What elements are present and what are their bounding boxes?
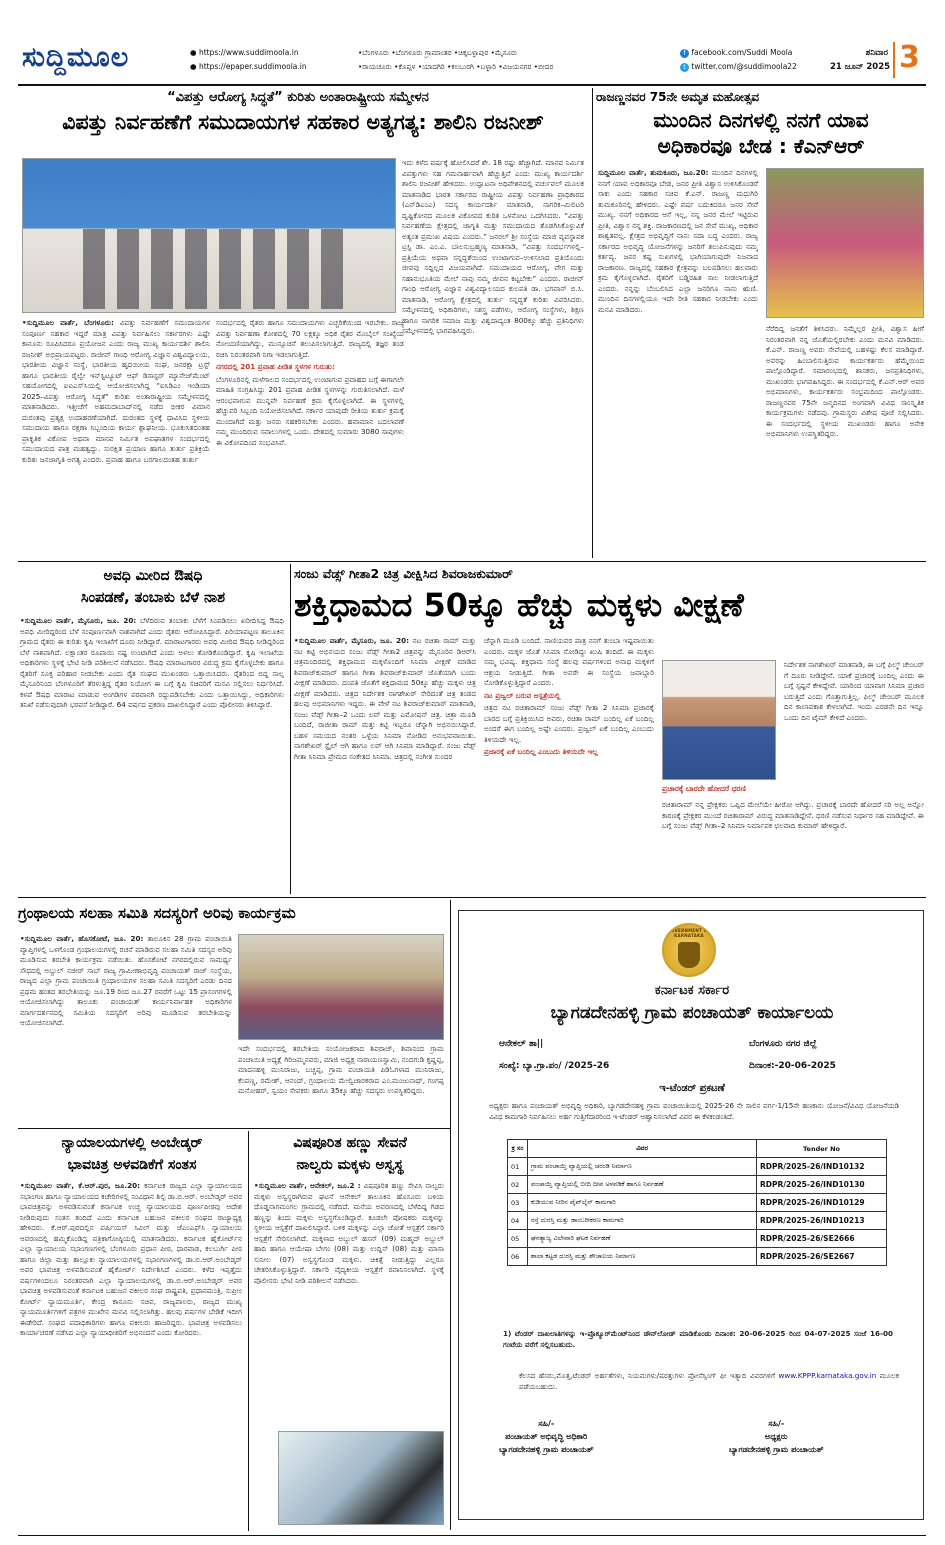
- edition-cities-row1: •ಬೆಂಗಳೂರು •ಬೆಂಗಳೂರು ಗ್ರಾಮಾಂತರ •ಚಿಕ್ಕಬಳ್ಳಾಪುರ •ಮೈಸೂರು: [358, 48, 518, 57]
- kicker: “ವಿಪತ್ತು ಆರೋಗ್ಯ ಸಿದ್ಧತೆ” ಕುರಿತು ಅಂತಾರಾಷ್ಟ್ರೀಯ ಸಮ್ಮೇಳನ: [167, 90, 429, 105]
- story-body: •ಸುದ್ದಿಮೂಲ ವಾರ್ತೆ, ಮೈಸೂರು, ಜೂ. 20: ಬೆಳೆದಿರುವ ತಂಬಾಕು ಬೆಳೆಗೆ ಸಿಂಪಡಿಸಲು ಖರೀದಿಸಿದ್ದ ಔಷಧಿ ಅವಧಿ ಮೀರಿದ್ದರಿಂದ ಬೆಳೆ ಸಂಪೂರ್ಣವಾಗಿ ನಾಶವಾಗಿದೆ ಎಂದು ರೈತರು ಆರೋಪಿಸಿದ್ದಾರೆ. ಪಿರಿಯಾಪಟ್ಟಣ ತಾಲೂಕಿನ ಗ್ರಾಮದ ರೈತರು ಈ ಕುರಿತು ಕೃಷಿ ಇಲಾಖೆಗೆ ದೂರು ನೀಡಿದ್ದಾರೆ. ಮಾರಾಟಗಾರರು ಅವಧಿ ಮೀರಿದ ಔಷಧಿ ನೀಡಿದ್ದರಿಂದ ಬೆಳೆ ನಾಶವಾಗಿದೆ. ಲಕ್ಷಾಂತರ ರೂಪಾಯಿ ನಷ್ಟ ಉಂಟಾಗಿದೆ ಎಂದು ಅಳಲು ತೋಡಿಕೊಂಡಿದ್ದಾರೆ. ಕೃಷಿ ಇಲಾಖೆಯ ಅಧಿಕಾರಿಗಳು ಸ್ಥಳಕ್ಕೆ ಭೇಟಿ ನೀಡಿ ಪರಿಶೀಲನೆ ನಡೆಸಿದರು. ಔಷಧಿ ಮಾರಾಟಗಾರರ ವಿರುದ್ಧ ಕ್ರಮ ಕೈಗೊಳ್ಳಬೇಕು ಹಾಗೂ ರೈತರಿಗೆ ಸೂಕ್ತ ಪರಿಹಾರ ನೀಡಬೇಕು ಎಂದು ರೈತ ಸಂಘದ ಮುಖಂಡರು ಒತ್ತಾಯಿಸಿದರು. ರೈತರಿಂದ ಬಿದ್ದ ಸಾಲ್ಪ ಮೈಸೂರಿನಿಂದ ಬೆಂಗಳೂರಿಗೆ ತೆರಳುತ್ತಿದ್ದ ರೈತರ ನಿಯೋಗ ಈ ಬಗ್ಗೆ ಕೃಷಿ ಸಚಿವರಿಗೆ ಮನವಿ ಸಲ್ಲಿಸಲು ನಿರ್ಧರಿಸಿದೆ. ಕಳಪೆ ಔಷಧಿ ಮಾರಾಟ ಮಾಡುವ ಅಂಗಡಿಗಳ ಪರವಾನಗಿ ರದ್ದುಪಡಿಸಬೇಕು ಎಂದು ಒತ್ತಾಯಿಸಿದ್ದು, ಅಧಿಕಾರಿಗಳು ತನಿಖೆ ನಡೆಸುವುದಾಗಿ ಭರವಸೆ ನೀಡಿದ್ದಾರೆ. 64 ವರ್ಷದ ಪ್ರಕರಣ ದಾಖಲಿಸಿದ್ದಾರೆ ಎಂದು ಪೊಲೀಸರು ತಿಳಿಸಿದ್ದಾರೆ.: [20, 616, 284, 709]
- table-row: 04 ರಸ್ತೆ ದುರಸ್ತಿ ಮತ್ತು ಡಾಂಬರೀಕರಣ ಕಾಮಗಾರಿ RDPR/2025-26/IND10213: [508, 1212, 887, 1230]
- story-body: •ಸುದ್ದಿಮೂಲ ವಾರ್ತೆ, ಆನೇಕಲ್, ಜೂ.2 : ವಿಷಪೂರಿತ ಹಣ್ಣು ಸೇವಿಸಿ ನಾಲ್ವರು ಮಕ್ಕಳು ಅಸ್ವಸ್ಥರಾಗಿರುವ ಘಟನೆ ಆನೇಕಲ್ ತಾಲೂಕಿನ ಹೊಸೂರು ಬಳಿಯ ದೊಡ್ಡನಾಗಮಂಗಲ ಗ್ರಾಮದಲ್ಲಿ ನಡೆದಿದೆ. ಮನೆಯ ಅವರಣದಲ್ಲಿ ಬೆಳೆದಿದ್ದ ಗಿಡದ ಹಣ್ಣನ್ನು ತಿಂದು ಮಕ್ಕಳು ಅಸ್ವಸ್ಥಗೊಂಡಿದ್ದಾರೆ. ಕೂಡಲೇ ಪೋಷಕರು ಮಕ್ಕಳನ್ನು ಸ್ಥಳೀಯ ಆಸ್ಪತ್ರೆಗೆ ದಾಖಲಿಸಿದ್ದಾರೆ. ಬಳಿಕ ಮಕ್ಕಳನ್ನು ಎಲ್ಲಾ ಜೋತೆ ಆಸ್ಪತ್ರೆಗೆ ಸರ್ಕಾರಿ ಆಸ್ಪತ್ರೆಗೆ ಸೇರಿಸಲಾಗಿದೆ. ಮಕ್ಕಳಾದ ಅಬ್ದುಲ್ ಹಸನ್ (09) ಮಹ್ಮದ್ ಅಬ್ದುಲ್ ಹಾದಿ ಹಾಗೂ ಆಯೇಷಾ ಬೇಗಂ (08) ಮತ್ತು ಉದ್ದಿನ್ (08) ಮತ್ತು ಮಾಸಾ ಸುನೀಲ (07) ಅಸ್ವಸ್ಥಗೊಂಡ ಮಕ್ಕಳು. ಚಿಕಿತ್ಸೆ ನೀಡುತ್ತಿದ್ದು ಎಲ್ಲರೂ ಚೇತರಿಸಿಕೊಳ್ಳುತ್ತಿದ್ದಾರೆ. ಸರ್ಕಾರಿ ವೈದ್ಯಕೀಯ ಆಸ್ಪತ್ರೆಗೆ ರವಾನಿಸಲಾಗಿದೆ. ಸ್ಥಳಕ್ಕೆ ಪೊಲೀಸರು ಭೇಟಿ ನೀಡಿ ಪರಿಶೀಲನೆ ನಡೆಸಿದರು.: [254, 1181, 444, 1285]
- facebook-link[interactable]: f facebook.com/Suddi Moola: [680, 46, 797, 60]
- photo-caption: ಪ್ರಚಾರಕ್ಕೆ ಬಾರದೇ ಹೋದರೆ ಧರಣಿ: [662, 784, 746, 793]
- page-number: 3: [899, 40, 920, 75]
- headline-line2: ಅಧಿಕಾರವೂ ಬೇಡ : ಕೆಎನ್‌ಆರ್: [657, 134, 865, 158]
- col-header-tender: Tender No: [757, 1140, 887, 1158]
- headline-line2: ಸಿಂಪಡಣೆ, ತಂಬಾಕು ಬೆಳೆ ನಾಶ: [80, 590, 226, 606]
- twitter-icon: t: [680, 63, 689, 72]
- facebook-icon: f: [680, 49, 689, 58]
- signature-right: ಸಹಿ/- ಅಧ್ಯಕ್ಷರು ಬ್ಯಾಗಡದೇನಹಳ್ಳಿ ಗ್ರಾಮ ಪಂಚಾಯತ್: [729, 1419, 824, 1454]
- story-body-col3: ಇದು ಕಳೆದ ವರ್ಷಕ್ಕೆ ಹೋಲಿಸಿದರೆ ಶೇ. 18 ರಷ್ಟು ಹೆಚ್ಚಾಗಿದೆ. ಮಾನವ ನಿರ್ಮಿತ ವಿಪತ್ತುಗಳು ಸಹ ಗಮನಾರ್ಹವಾಗಿ ಹೆಚ್ಚುತ್ತಿವೆ ಎಂದು ಮುಖ್ಯ ಕಾರ್ಯದರ್ಶಿ ಶಾಲಿನಿ ರಜನೀಶ್ ಹೇಳಿದರು. ಉದ್ಘಾಟನಾ ಅಧಿವೇಶನದಲ್ಲಿ ವರ್ಚುವಲ್ ಮೂಲಕ ಮಾತನಾಡಿದ ಭಾರತ ಸರ್ಕಾರದ ರಾಷ್ಟ್ರೀಯ ವಿಪತ್ತು ನಿರ್ವಹಣಾ ಪ್ರಾಧಿಕಾರದ (ಎನ್‌ಡಿಎಂಎ) ಸದಸ್ಯ ಕಾರ್ಯದರ್ಶಿ ಮಾತನಾಡಿ, ನಾಗರಿಕ–ಮಿಲಿಟರಿ ದೃಷ್ಟಿಕೋನದ ಮೂಲಕ ವಿಕೋಪದ ಕುರಿತ ಒಳನೋಟ ಒದಗಿಸಿದರು. “ವಿಪತ್ತು ನಿರ್ವಹಣೆಯ ಕ್ಷೇತ್ರದಲ್ಲಿ ಜಾಗೃತಿ ಮತ್ತು ಸಮುದಾಯದ ತೊಡಗಿಸಿಕೊಳ್ಳುವಿಕೆ ಅತ್ಯಂತ ಪ್ರಮುಖ ವಿಷಯ ಎಂದರು.” ಜನರಲ್ ಶ್ರೀ ಸಂಸ್ಥೆಯ ಮಾಜಿ ವ್ಯವಸ್ಥಾಪಕ ಟ್ರಸ್ಟಿ ಡಾ. ಎಂ.ಎ. ಬಾಲಸುಬ್ರಹ್ಮಣ್ಯ ಮಾತನಾಡಿ, “ವಿಪತ್ತು ಸಂದರ್ಭಗಳಲ್ಲಿ–ಪ್ರತ್ರಿಯೆಯ ಅಥವಾ ಸನ್ನದ್ಧತೆಯಿಂದ ಉಂಟಾಗುವ–ಉಳಿಸಲಾದ ಪ್ರತಿಯೊಂದು ಜೀವವು ಸದ್ದಿಲ್ಲದ ವಿಜಯವಾಗಿದೆ. ಸಮುದಾಯದ ಆರೋಗ್ಯ, ವೇಗ ಮತ್ತು ಸಹಾನುಭೂತಿಯ ಮೇಲೆ ನಾವು ನಮ್ಮ ಜೀವನ ಕಟ್ಟಬೇಕು” ಎಂದರು. ರಾಜೀವ್ ಗಾಂಧಿ ಆರೋಗ್ಯ ವಿಜ್ಞಾನ ವಿಶ್ವವಿದ್ಯಾಲಯದ ಕುಲಪತಿ ಡಾ. ಭಗವಾನ್ ಬಿ.ಸಿ. ಮಾತನಾಡಿ, ಆರೋಗ್ಯ ಕ್ಷೇತ್ರದಲ್ಲಿ ತುರ್ತು ಸನ್ನದ್ಧತೆ ಕುರಿತು ವಿವರಿಸಿದರು. ಸಮ್ಮೇಳನದಲ್ಲಿ ಅಧಿಕಾರಿಗಳು, ಸಶಸ್ತ್ರ ಪಡೆಗಳು, ಆರೋಗ್ಯ ಸಂಸ್ಥೆಗಳು, ಶಿಕ್ಷಣ ಹಾಗೂ ನಾಗರಿಕ ಸಮಾಜ ಮತ್ತು ವಿಶ್ವದಾದ್ಯಂತ 800ಕ್ಕೂ ಹೆಚ್ಚು ಪ್ರತಿನಿಧಿಗಳು ಸಮ್ಮೇಳನದಲ್ಲಿ ಭಾಗವಹಿಸಿದ್ದರು.: [402, 158, 584, 335]
- headline-line2: ಭಾವಚಿತ್ರ ಅಳವಡಿಕೆಗೆ ಸಂತಸ: [67, 1157, 197, 1173]
- notice-ref: ಸಂಖ್ಯೆ: ಬ್ಯಾ.ಗ್ರಾ.ಪಂ/ /2025-26: [499, 1061, 610, 1071]
- table-row: 05 ಘನತ್ಯಾಜ್ಯ ವಿಲೇವಾರಿ ಘಟಕ ನಿರ್ವಹಣೆ RDPR/2025-26/SE2666: [508, 1230, 887, 1248]
- kicker: ರಾಜಣ್ಣನವರ 75ನೇ ಅಮೃತ ಮಹೋತ್ಸವ: [596, 90, 760, 104]
- story-body-col3: ನಿರ್ದೇಶಕ ನಾಗಶೇಖರ್ ಮಾತನಾಡಿ, ಈ ಬಗ್ಗೆ ಫಿಲ್ಮ್ ಚೇಂಬರ್ ಗೆ ದೂರು ನೀಡಿದ್ದೇನೆ. ಯಾಕೆ ಪ್ರಚಾರಕ್ಕೆ ಬಂದಿಲ್ಲ ಎಂದು ಈ ಬಗ್ಗೆ ಸ್ಪಷ್ಟನೆ ಕೇಳಿದ್ದೇವೆ. ಯಾರಿಂದ ಯಾವಾಗ ಸಿನಿಮಾ ಪ್ರಚಾರ ಬರುತ್ತಿದೆ ಎಂದು ಗೊತ್ತಾಗುತ್ತಿಲ್ಲ. ಫಿಲ್ಮ್ ಚೇಂಬರ್ ಮೂಲಕ ದಿನ ಕಾಲಾವಕಾಶ ಕೇಳಲಾಗಿದೆ. ಇಂದು ಎರಡನೇ ದಿನ ಇನ್ನೂ ಒಂದು ದಿನ ಟೈಮ್ ಕೇಳಿದೆ ಎಂದರು.: [784, 660, 924, 722]
- masthead-logo[interactable]: ಸುದ್ದಿಮೂಲ: [22, 42, 130, 73]
- story-body-col1: ಸುದ್ದಿಮೂಲ ವಾರ್ತೆ, ತುಮಕೂರು, ಜೂ.20: ಮುಂದಿನ ದಿನಗಳಲ್ಲಿ ನನಗೆ ಯಾವ ಅಧಿಕಾರವೂ ಬೇಡ, ಜನರ ಪ್ರೀತಿ ವಿಶ್ವಾಸ ಉಳಿಸಿಕೊಂಡರೆ ಸಾಕು ಎಂದು ಸಹಕಾರ ಸಚಿವ ಕೆ.ಎನ್. ರಾಜಣ್ಣ ಮಧುಗಿರಿ ತುಮಕೂರಿನಲ್ಲಿ ಹೇಳಿದರು. ಎಷ್ಟೇ ವರ್ಷ ಬದುಕಿದರೂ ಜನರ ಸೇವೆ ಮುಖ್ಯ. ನನಗೆ ಅಧಿಕಾರದ ಆಸೆ ಇಲ್ಲ, ನನ್ನ ಜನರ ಮೇಲೆ ಇಟ್ಟಿರುವ ಪ್ರೀತಿ, ವಿಶ್ವಾಸ ನನ್ನ ಶಕ್ತಿ. ರಾಜಕಾರಣದಲ್ಲಿ ಜನ ಸೇವೆ ಮುಖ್ಯ, ಅಧಿಕಾರ ಶಾಶ್ವತವಲ್ಲ. ಕ್ಷೇತ್ರದ ಅಭಿವೃದ್ಧಿಗೆ ನಾನು ಸದಾ ಬದ್ಧ ಎಂದರು. ರಾಜ್ಯ ಸರ್ಕಾರದ ಅಭಿವೃದ್ಧಿ ಯೋಜನೆಗಳನ್ನು ಜನರಿಗೆ ತಲುಪಿಸುವುದು ನಮ್ಮ ಕರ್ತವ್ಯ. ಜನರ ಕಷ್ಟ ಸುಖಗಳಲ್ಲಿ ಭಾಗಿಯಾಗುವುದೇ ನಿಜವಾದ ರಾಜಕಾರಣ. ರಾಜ್ಯದಲ್ಲಿ ಸಹಕಾರ ಕ್ಷೇತ್ರವನ್ನು ಬಲಪಡಿಸಲು ಹಲವಾರು ಕ್ರಮ ಕೈಗೊಳ್ಳಲಾಗಿದೆ. ರೈತರಿಗೆ ಬಡ್ಡಿರಹಿತ ಸಾಲ ನೀಡಲಾಗುತ್ತಿದೆ ಎಂದರು. ನನ್ನನ್ನು ಬೆಂಬಲಿಸಿದ ಎಲ್ಲಾ ಜನರಿಗೂ ನಾನು ಋಣಿ. ಮುಂದಿನ ದಿನಗಳಲ್ಲಿಯೂ ಇದೇ ರೀತಿ ಸಹಕಾರ ನೀಡಬೇಕು ಎಂದು ಮನವಿ ಮಾಡಿದರು.: [598, 168, 758, 314]
- twitter-link[interactable]: t twitter.com/@suddimoola22: [680, 60, 797, 74]
- headline: ವಿಪತ್ತು ನಿರ್ವಹಣೆಗೆ ಸಮುದಾಯಗಳ ಸಹಕಾರ ಅತ್ಯಗತ್ಯ: ಶಾಲಿನಿ ರಜನೀಶ್: [62, 110, 544, 134]
- story-body-col1: •ಸುದ್ದಿಮೂಲ ವಾರ್ತೆ, ಮೈಸೂರು, ಜೂ. 20: ನಟ ರಚಿತಾ ರಾಮ್ ಮತ್ತು ನಟ ಕಿಟ್ಟಿ ಅಭಿನಯದ ಸಂಜು ವೆಡ್ಸ್ ಗೀತಾ2 ಚಿತ್ರವನ್ನು ಮೈಸೂರಿನ ಡಿಆರ್‌ಸಿ ಚಿತ್ರಮಂದಿರದಲ್ಲಿ ಶಕ್ತಿಧಾಮದ ಮಕ್ಕಳೊಂದಿಗೆ ಸಿನಿಮಾ ವೀಕ್ಷಣೆ ಮಾಡಿದ ಶಿವರಾಜ್‌ಕುಮಾರ್ ಹಾಗೂ ಗೀತಾ ಶಿವರಾಜ್‌ಕುಮಾರ್ ಜೊತೆಯಾಗಿ ಬಂದು ವೀಕ್ಷಣೆ ಮಾಡಿದರು. ದಂಪತಿ ಜೊತೆಗೆ ಶಕ್ತಿಧಾಮದ 50ಕ್ಕೂ ಹೆಚ್ಚು ಮಕ್ಕಳು ಚಿತ್ರ ವೀಕ್ಷಣೆ ಮಾಡಿದರು. ಚಿತ್ರದ ನಿರ್ದೇಶಕ ನಾಗಶೇಖರ್ ಸೇರಿದಂತೆ ಚಿತ್ರ ತಂಡದ ಹಲವು ಅಭಿಮಾನಿಗಳು ಇದ್ದರು. ಈ ವೇಳೆ ನಟ ಶಿವರಾಜ್‌ಕುಮಾರ್ ಮಾತನಾಡಿ, ಸಂಜು ವೆಡ್ಸ್ ಗೀತಾ–2 ಒಂದು ಲವ್ ಮತ್ತು ಎಮೋಷನ್ ಚಿತ್ರ. ಚಿತ್ರಾ ಮೂಡಿ ಬಂದಿದೆ, ರಾಜೀತಾ ರಾಮ್ ಮತ್ತು ಕಿಟ್ಟಿ ಇಬ್ಬರೂ ಚೆನ್ನಾಗಿ ಅಭಿನಯಿಸಿದ್ದಾರೆ. ಬಹಳ ಸಮಯದ ನಂತರ ಒಳ್ಳೆಯ ಸಿನಿಮಾ ನೋಡಿದ ಅನುಭವವಾಯಿತು. ನಾಗಶೇಖರ್ ಸ್ಟೈಲ್ ಆಗಿ ಹಾಗೂ ಲವ್ ಆಗಿ ಸಿನಿಮಾ ಮಾಡಿದ್ದಾರೆ. ಸಂಜು ವೆಡ್ಸ್ ಗೀತಾ ಸಿನಿಮಾ ಪ್ರೇಮದ ಸಂಕೇತದ ಸಿನಿಮಾ. ಚಿತ್ರದಲ್ಲಿ ಸಂಗೀತ ಸುಂದರ: [294, 636, 476, 761]
- headline-line2: ನಾಲ್ವರು ಮಕ್ಕಳು ಅಸ್ವಸ್ಥ: [296, 1157, 404, 1173]
- col-header-no: ಕ್ರ ಸಂ: [508, 1140, 528, 1158]
- notice-note2: ಕೆಲಸದ ಹೆಸರು,ಮೊತ್ತ,ಟೆಂಡರ್ ಅರ್ಹತೆಗಳು, ನಿಯಮಗಳು/ಷರತ್ತುಗಳು ಪ್ರೋಸೆಸ್ಸಿಂಗ್ ಫೀ ಇತ್ಯಾದಿ ವಿವರಗಳಿಗೆ www.KPPP.karnataka.gov.in ಮೂಲಕ ಪಡೆಯಬಹುದು.: [519, 1371, 899, 1391]
- notice-intro: ಅಧ್ಯಕ್ಷರು ಹಾಗೂ ಪಂಚಾಯತ್ ಅಭಿವೃದ್ಧಿ ಅಧಿಕಾರಿ, ಬ್ಯಾಗಡದೇನಹಳ್ಳಿ ಗ್ರಾಮ ಪಂಚಾಯಿತಿಯಲ್ಲಿ 2025-26 ನೇ ಸಾಲಿನ ವರ್ಗ-1/15ನೇ ಹಣಕಾಸು ಯೋಜನೆ/ವಿವಿಧ ಯೋಜನೆಯಡಿ ವಿವಿಧ ಕಾಮಗಾರಿ ನಿರ್ವಹಿಸಲು ಅರ್ಹ ಗುತ್ತಿಗೆದಾರರಿಂದ ಇ-ಟೆಂಡರ್ ಆಹ್ವಾನಿಸಲಾಗಿದೆ ವಿವರ ಈ ಕೆಳಕಂಡಂತಿದೆ.: [489, 1102, 899, 1121]
- issue-day: ಶನಿವಾರ: [865, 48, 888, 58]
- conference-photo: [22, 158, 396, 313]
- kppp-link[interactable]: www.KPPP.karnataka.gov.in: [778, 1371, 877, 1380]
- story-tobacco-crop: [18, 564, 288, 894]
- table-row: 01 ಗ್ರಾಮ ಪಂಚಾಯ್ತಿ ವ್ಯಾಪ್ತಿಯಲ್ಲಿ ಚರಂಡಿ ನಿರ್ಮಾಣ RDPR/2025-26/IND10132: [508, 1158, 887, 1176]
- epaper-link[interactable]: ● https://epaper.suddimoola.in: [190, 62, 307, 71]
- notice-note1: 1) ಟೆಂಡರ್ ದಾಖಲಾತಿಗಳನ್ನು ಇ-ಪ್ರೊಕ್ಯೂರ್‌ಮೆಂಟ್‌ನಿಂದ ಡೌನ್‌ಲೋಡ್ ಮಾಡಿಕೊಂಡು ದಿನಾಂಕ: 20-06-2025 ರಿಂದ 04-07-2025 ಸಂಜೆ 16-00 ಗಂಟೆಯ ವರೆಗೆ ಸಲ್ಲಿಸಬಹುದು.: [503, 1329, 893, 1349]
- story-body-col2: ಚೆನ್ನಾಗಿ ಮೂಡಿ ಬಂದಿದೆ. ನಾಣಿಯವರ ಪಾತ್ರ ನನಗೆ ತುಂಬಾ ಇಷ್ಟವಾಯಿತು ಎಂದರು. ಮಕ್ಕಳ ಜೊತೆ ಸಿನಿಮಾ ನೋಡಿದ್ದು ಖುಷಿ ತಂದಿದೆ. ಈ ಮಕ್ಕಳು ನಮ್ಮ ಭವಿಷ್ಯ. ಶಕ್ತಿಧಾಮ ಸಂಸ್ಥೆ ಹಲವು ವರ್ಷಗಳಿಂದ ಅನಾಥ ಮಕ್ಕಳಿಗೆ ಆಶ್ರಯ ನೀಡುತ್ತಿದೆ. ಗೀತಾ ಅವರೇ ಈ ಸಂಸ್ಥೆಯ ಜವಾಬ್ದಾರಿ ನೋಡಿಕೊಳ್ಳುತ್ತಿದ್ದಾರೆ ಎಂದರು. ನಟ ಪ್ರಜ್ವಲ್ ಬರುವ ಆಸ್ಪತ್ರೆಯಲ್ಲಿ ಚಿತ್ರದ ನಟ ರಚಿತಾರಾಮ್ ಸಂಜು ವೆಡ್ಸ್ ಗೀತಾ 2 ಸಿನಿಮಾ ಪ್ರಚಾರಕ್ಕೆ ಬಾರದ ಬಗ್ಗೆ ಪ್ರತಿಕ್ರಿಯಿಸಿದ ಅವರು, ರಚಿತಾ ರಾಮ್ ಬಂದಿಲ್ಲ ಏಕೆ ಬಂದಿಲ್ಲ ಅಂದರೆ ಈಗ ಬಂದಿಲ್ಲ ಅಷ್ಟೇ ಎಂದರು. ಪ್ರಜ್ವಲ್ ಏಕೆ ಬಂದಿಲ್ಲ ಎಂಬುದು ತಿಳಿಯದೇ ಇಲ್ಲ. ಪ್ರಜಾರಕ್ಕೆ ಏಕೆ ಬಂದಿಲ್ಲ ಎಂಬುದು ತಿಳಿಯದೇ ಇಲ್ಲ: [484, 636, 654, 756]
- celebration-photo: [766, 168, 924, 318]
- notice-taluk: ಆನೇಕಲ್ ತಾ||: [499, 1039, 544, 1049]
- notice-office: ಬ್ಯಾಗಡದೇನಹಳ್ಳಿ ಗ್ರಾಮ ಪಂಚಾಯತ್ ಕಾರ್ಯಾಲಯ: [550, 1003, 834, 1023]
- website-link[interactable]: ● https://www.suddimoola.in: [190, 48, 299, 57]
- story-body-col2: ನೆರೆದಿದ್ದ ಜನತೆಗೆ ತಿಳಿಸಿದರು. ನಿಮ್ಮೆಲ್ಲರ ಪ್ರೀತಿ, ವಿಶ್ವಾಸ ಹೀಗೆ ನಿರಂತರವಾಗಿ ನನ್ನ ಜೊತೆಯಲ್ಲಿರಬೇಕು ಎಂದು ಮನವಿ ಮಾಡಿದರು. ಕೆ.ಎನ್. ರಾಜಣ್ಣ ಅವರು ಸೇವೆಯಲ್ಲಿ ಬಹಳಷ್ಟು ಕೆಲಸ ಮಾಡಿದ್ದಾರೆ. ಅವರನ್ನು ಹಿಂಬಾಲಿಸುತ್ತಿರುವ ಕಾರ್ಯಕರ್ತರು ಹೆಮ್ಮೆಯಿಂದ ಪಾಲ್ಗೊಂಡಿದ್ದಾರೆ. ಸಮಾರಂಭದಲ್ಲಿ ಶಾಸಕರು, ಜನಪ್ರತಿನಿಧಿಗಳು, ಮುಖಂಡರು ಭಾಗವಹಿಸಿದ್ದರು. ಈ ಸಂದರ್ಭದಲ್ಲಿ ಕೆ.ಎನ್.ಆರ್ ಅವರ ಅಭಿಮಾನಿಗಳು, ಕಾರ್ಯಕರ್ತರು ಸಂಭ್ರಮದಿಂದ ಪಾಲ್ಗೊಂಡರು. ರಾಜಣ್ಣನವರ 75ನೇ ಜನ್ಮದಿನದ ಅಂಗವಾಗಿ ವಿವಿಧ ಸಾಂಸ್ಕೃತಿಕ ಕಾರ್ಯಕ್ರಮಗಳು ನಡೆದವು. ಗ್ರಾಮಸ್ಥರು ವಿಶೇಷ ಪೂಜೆ ಸಲ್ಲಿಸಿದರು. ಈ ಸಂದರ್ಭದಲ್ಲಿ ಸ್ಥಳೀಯ ಮುಖಂಡರು ಹಾಗೂ ಅನೇಕ ಅಭಿಮಾನಿಗಳು ಉಪಸ್ಥಿತರಿದ್ದರು.: [766, 324, 924, 438]
- table-row: 06 ಶಾಲಾ ಕಟ್ಟಡ ದುರಸ್ತಿ ಮತ್ತು ಶೌಚಾಲಯ ನಿರ್ಮಾಣ RDPR/2025-26/SE2667: [508, 1248, 887, 1266]
- kicker: ಸಂಜು ವೆಡ್ಸ್ ಗೀತಾ2 ಚಿತ್ರ ವೀಕ್ಷಿಸಿದ ಶಿವರಾಜಕುಮಾರ್: [294, 566, 513, 581]
- library-training-photo: [238, 934, 444, 1040]
- story-library-committee: [18, 900, 448, 1125]
- hospital-photo: [278, 1431, 444, 1525]
- headline-line1: ವಿಷಪೂರಿತ ಹಣ್ಣು ಸೇವನೆ: [293, 1135, 407, 1151]
- masthead: [0, 0, 945, 86]
- story-body-col1: •ಸುದ್ದಿಮೂಲ ವಾರ್ತೆ, ಹೊಸಕೋಟೆ, ಜೂ. 20: ತಾಲೂಕಿನ 28 ಗ್ರಾಮ ಪಂಚಾಯಿತಿ ವ್ಯಾಪ್ತಿಗಳಲ್ಲಿ ಒಳಗೊಂಡ ಗ್ರಂಥಾಲಯಗಳಲ್ಲಿ ರಚನೆ ಮಾಡಿರುವ ಸಲಹಾ ಸಮಿತಿ ಸದಸ್ಯರ ಅರಿವು ಮೂಡಿಸುವ ತರಬೇತಿ ಕಾರ್ಯಕ್ರಮ ನಡೆಯಿತು. ಹೊಸಕೋಟೆ ನಗರದಲ್ಲಿರುವ ಸಾಮರ್ಥ್ಯ ಸೌಧದಲ್ಲಿ ಅಬ್ದುಲ್ ನಜೀರ್ ಸಾಬ್ ರಾಜ್ಯ ಗ್ರಾಮೀಣಾಭಿವೃದ್ಧಿ ಪಂಚಾಯತ್ ರಾಜ್ ಸಂಸ್ಥೆಯ, ರಾಜ್ಯದ ಎಲ್ಲಾ ಗ್ರಾಮ ಪಂಚಾಯಿತಿ ಗ್ರಂಥಾಲಯಗಳ ಸಲಹಾ ಸಮಿತಿ ಸದಸ್ಯರಿಗೆ ಎರಡು ದಿನದ ಪ್ರಥಮ ಹಂತದ ತರಬೇತಿಯನ್ನು ಜೂ.19 ರಿಂದ ಜೂ.27 ರವರೆಗೆ ಒಟ್ಟು 15 ಪ್ರಾಸಂಗಗಳಲ್ಲಿ ಆಯೋಜಿಸಲಾಗಿದ್ದು ತಾಲೂಕು ಪಂಚಾಯತ್ ಕಾರ್ಯನಿರ್ವಾಹಕ ಅಧಿಕಾರಿಗಳ ಮಾರ್ಗದರ್ಶನದಲ್ಲಿ ಸಮಿತಿಯ ಸದಸ್ಯರಿಗೆ ಅರಿವು ಮೂಡಿಸುವ ತರಬೇತಿಯನ್ನು ಆಯೋಜಿಸಲಾಗಿದೆ.: [20, 934, 232, 1027]
- story-kn-rajanna: [596, 88, 926, 558]
- story-body-col2: ಇದೇ ಸಂದರ್ಭದಲ್ಲಿ ತರಬೇತಿಯ ಸಂಯೋಜಕರಾದ ಶಿವರಾಜ್, ಶಿವಾನಂದ ಗ್ರಾಮ ಪಂಚಾಯಿತಿ ಅಧ್ಯಕ್ಷೆ ಗಿರಿಜಮ್ಮನವರು, ಮಾಜಿ ಅಧ್ಯಕ್ಷ ನಾರಾಯಣಸ್ವಾಮಿ, ನಂದಗುಡಿ ಕೃಷ್ಣಪ್ಪ, ಮಾದನಹಳ್ಳಿ ಮುನಿರಾಜು, ಬಚ್ಚಪ್ಪ, ಗ್ರಾಮ ಪಂಚಾಯತಿ ಪಿಡಿಓಗಳಾದ ಮುನಿರಾಜು, ಕೆಂಪಣ್ಣ, ರಮೇಶ್, ಆನಂದ್, ಗ್ರಂಥಾಲಯ ಮೇಲ್ವಿಚಾರಕರಾದ ಎಂ.ಮಂಜುನಾಥ್, ಗಂಗಪ್ಪ ಮನೋಹರ್, ಸ್ವಯಂ ಸೇವಕರು ಹಾಗೂ 35ಕ್ಕೂ ಹೆಚ್ಚು ಸದಸ್ಯರು ಉಪಸ್ಥಿತರಿದ್ದರು.: [238, 1044, 444, 1095]
- story-disaster-conference: [18, 88, 588, 558]
- issue-date: 21 ಜೂನ್ 2025: [830, 62, 891, 72]
- headline-line1: ನ್ಯಾಯಾಲಯಗಳಲ್ಲಿ ಅಂಬೇಡ್ಕರ್: [61, 1135, 203, 1151]
- headline: ಗ್ರಂಥಾಲಯ ಸಲಹಾ ಸಮಿತಿ ಸದಸ್ಯರಿಗೆ ಅರಿವು ಕಾರ್ಯಕ್ರಮ: [18, 904, 296, 922]
- tender-table: [507, 1139, 887, 1266]
- table-row: 02 ಪಂಚಾಯ್ತಿ ವ್ಯಾಪ್ತಿಯಲ್ಲಿ ಬೀದಿ ದೀಪ ಅಳವಡಿಕೆ ಹಾಗೂ ನಿರ್ವಹಣೆ RDPR/2025-26/IND10130: [508, 1176, 887, 1194]
- story-body-col1: •ಸುದ್ದಿಮೂಲ ವಾರ್ತೆ, ಬೆಂಗಳೂರು: ವಿಪತ್ತು ನಿರ್ವಹಣೆಗೆ ಸಮುದಾಯಗಳ ಸಂಪೂರ್ಣ ಸಹಕಾರ ಇದ್ದರೆ ಮಾತ್ರ ವಿಪತ್ತು ನಿರ್ವಹಿಸಲು ಸರ್ಕಾರಗಳು ಎಷ್ಟೇ ಕಾನೂನು ರೂಪಿಸಿದರೂ ಪ್ರಯೋಜನ ಎಂದು ರಾಜ್ಯ ಮುಖ್ಯ ಕಾರ್ಯದರ್ಶಿ ಶಾಲಿನಿ ರಜನೀಶ್ ಅಭಿಪ್ರಾಯಪಟ್ಟರು. ರಾಜೀವ್ ಗಾಂಧಿ ಆರೋಗ್ಯ ವಿಜ್ಞಾನ ವಿಶ್ವವಿದ್ಯಾಲಯ, ಭಾರತೀಯ ವಿಜ್ಞಾನ ಸಂಸ್ಥೆ, ಭಾರತೀಯ ಹೃದಯೀಯ ಸಂಘ, ಜನರಕ್ಷಾ ಟ್ರಸ್ಟ್ ಹಾಗೂ ಭಾರತೀಯ ರೈಲ್ವೇ ಇನ್‌ಸ್ಟಿಟ್ಯೂಟ್ ಆಫ್ ಡಿಸಾಸ್ಟರ್ ಮ್ಯಾನೇಜ್‌ಮೆಂಟ್ ಸಹಯೋಗದಲ್ಲಿ ಐಐಎಸ್‌ಸಿಯಲ್ಲಿ ಆಯೋಜಿಸಲಾಗಿದ್ದ “ಐಸಿಡಿಎಂ ಇಂಡಿಯಾ 2025–ವಿಪತ್ತು ಆರೋಗ್ಯ ಸಿದ್ಧತೆ” ಕುರಿತು ಅಂತಾರಾಷ್ಟ್ರೀಯ ಸಮ್ಮೇಳನದಲ್ಲಿ ಮಾತನಾಡಿದರು. ಇತ್ತೀಚೆಗೆ ಅಹಮದಾಬಾದ್‌ನಲ್ಲಿ ನಡೆದ ಭೀಕರ ವಿಮಾನ ದುರಂತವು ಪ್ರತ್ಯಕ್ಷ ಉದಾಹರಣೆಯಾಗಿದೆ. ದುರಂತದ ಸ್ಥಳಕ್ಕೆ ಧಾವಿಸಿದ ಸ್ಥಳೀಯ ಸಮುದಾಯ ಹಾಗೂ ರಕ್ಷಣಾ ಸಿಬ್ಬಂದಿಯ ಕಾರ್ಯ ಶ್ಲಾಘನೀಯ. ಭೂಕುಸಿತದಂತಹ ಪ್ರಾಕೃತಿಕ ವಿಕೋಪ ಅಥವಾ ಮಾನವ ನಿರ್ಮಿತ ಅಪಘಾತಗಳ ಸಂದರ್ಭದಲ್ಲಿ ಸಮುದಾಯದ ಪಾತ್ರ ಮಹತ್ವದ್ದು. ಸುರಕ್ಷಿತ ಪ್ರಯಾಣ ಹಾಗೂ ತುರ್ತು ಪ್ರತಿಕ್ರಿಯೆ ಕುರಿತು ಜನಜಾಗೃತಿ ಅಗತ್ಯ ಎಂದರು. ಪ್ರವಾಹ ಹಾಗೂ ಬರಗಾಲದಂತಹ ತುರ್ತು: [22, 318, 210, 464]
- signature-left: ಸಹಿ/- ಪಂಚಾಯತ್ ಅಭಿವೃದ್ಧಿ ಅಧಿಕಾರಿ ಬ್ಯಾಗಡದೇನಹಳ್ಳಿ ಗ್ರಾಮ ಪಂಚಾಯತ್: [499, 1419, 594, 1454]
- subhead: ನಟ ಪ್ರಜ್ವಲ್ ಬರುವ ಆಸ್ಪತ್ರೆಯಲ್ಲಿ: [484, 690, 561, 700]
- story-ambedkar-portrait: [18, 1131, 246, 1531]
- story-body-col3b: ರಚಿತಾರಾಮ್ ನನ್ನ ಪ್ರೇಕ್ಷಕರು ಒಪ್ಪಿದ ಮೇಲೆಯೇ ಹೀರೋ ಆಗಿದ್ದು. ಪ್ರಚಾರಕ್ಕೆ ಬಾರದೇ ಹೋದರೆ ಸರಿ ಅಲ್ಲ ಅನ್ನೋ ಕಾರಣಕ್ಕೆ ಪ್ರೇಕ್ಷಕರ ಮುಂದೆ ರಚಿತಾರಾಮ್ ವಿರುದ್ಧ ಮಾತನಾಡಿದ್ದೇನೆ. ಧರಣಿ ನಡೆಸುವ ನಿರ್ಧಾರ ಸಹ ಮಾಡಿದ್ದೇವೆ. ಈ ಬಗ್ಗೆ ಸಂಜು ವೆಡ್ಸ್ ಗೀತಾ–2 ಸಿನಿಮಾ ನಿರ್ಮಾಪಕ ಛಲವಾದಿ ಕುಮಾರ್ ಹೇಳಿದ್ದಾರೆ.: [662, 800, 924, 830]
- story-shivarajkumar: [294, 564, 926, 894]
- shivarajkumar-photo: [662, 660, 776, 780]
- notice-title: ಇ-ಟೆಂಡರ್ ಪ್ರಕಟಣೆ: [659, 1083, 725, 1094]
- notice-govt: ಕರ್ನಾಟಕ ಸರ್ಕಾರ: [654, 983, 730, 998]
- headline-line1: ಮುಂದಿನ ದಿನಗಳಲ್ಲಿ ನನಗೆ ಯಾವ: [653, 108, 869, 132]
- col-header-desc: ವಿವರ: [528, 1140, 757, 1158]
- subhead-flood-spots: ನಗರದಲ್ಲಿ 201 ಪ್ರವಾಹ ಪೀಡಿತ ಸ್ಥಳಗಳ ಗುರುತು:: [216, 362, 335, 371]
- notice-district: ಬೆಂಗಳೂರು ನಗರ ಜಿಲ್ಲೆ: [749, 1039, 817, 1049]
- karnataka-emblem-icon: GOVERNMENT OF KARNATAKA: [662, 923, 716, 977]
- headline-line1: ಅವಧಿ ಮೀರಿದ ಔಷಧಿ: [103, 568, 203, 584]
- tender-notice: [458, 910, 924, 1520]
- story-poison-fruit: [252, 1131, 448, 1531]
- table-row: 03 ಕುಡಿಯುವ ನೀರಿನ ಪೈಪ್‌ಲೈನ್ ಕಾಮಗಾರಿ RDPR/2025-26/IND10129: [508, 1194, 887, 1212]
- story-body-col2: ಸಂದರ್ಭದಲ್ಲಿ ರೈತರು ಹಾಗೂ ಸಮುದಾಯಗಳು ಎಚ್ಚರಿಕೆಯಿಂದ ಇರಬೇಕು. ರಾಜ್ಯ ವಿಪತ್ತು ನಿರ್ವಹಣಾ ಕೋಶದಲ್ಲಿ 70 ಲಕ್ಷಕ್ಕೂ ಅಧಿಕ ರೈತರ ಮೊಬೈಲ್ ಸಂಖ್ಯೆಯ ನೋಂದಣಿಯಾಗಿದ್ದು, ಮುನ್ಸೂಚನೆ ತಲುಪಿಸಲಾಗುತ್ತಿದೆ. ರಾಜ್ಯದಲ್ಲಿ ತಜ್ಞರ ತಂಡ ರಚಿಸಿ ನಿರಂತರವಾಗಿ ನಿಗಾ ಇಡಲಾಗುತ್ತಿದೆ. ನಗರದಲ್ಲಿ 201 ಪ್ರವಾಹ ಪೀಡಿತ ಸ್ಥಳಗಳ ಗುರುತು: ಬೆಂಗಳೂರಿನಲ್ಲಿ ಮಳೆಗಾಲದ ಸಂದರ್ಭದಲ್ಲಿ ಉಂಟಾಗುವ ಪ್ರವಾಹದ ಬಗ್ಗೆ ಈಗಾಗಲೇ ಮಾಹಿತಿ ಸಂಗ್ರಹಿಸಿದ್ದು 201 ಪ್ರವಾಹ ಪೀಡಿತ ಸ್ಥಳಗಳನ್ನು ಗುರುತಿಸಲಾಗಿದೆ. ಮಳೆ ಆರಂಭವಾಗುವ ಮುನ್ನವೇ ನಿರ್ವಹಣೆ ಕ್ರಮ ಕೈಗೊಳ್ಳಲಾಗಿದೆ. ಈ ಸ್ಥಳಗಳಲ್ಲಿ ಹೆಚ್ಚುವರಿ ಸಿಬ್ಬಂದಿ ನಿಯೋಜಿಸಲಾಗಿದೆ. ಸರ್ಕಾರ ಯಾವುದೇ ರೀತಿಯ ತುರ್ತು ಕ್ರಮಕ್ಕೆ ಮುಂದಾಗಿದೆ ಮತ್ತು ಜನರು ಸಹಕರಿಸಬೇಕು ಎಂದರು. ಹವಾಮಾನ ಬದಲಾವಣೆ ನಮ್ಮ ಮುಂದಿರುವ ಸವಾಲುಗಳಲ್ಲಿ ಒಂದು. ದೇಶದಲ್ಲಿ ಸುಮಾರು 3080 ಸಾವುಗಳು ಈ ವಿಕೋಪದಿಂದ ಸಂಭವಿಸಿವೆ.: [216, 318, 404, 447]
- notice-date: ದಿನಾಂಕ:-20-06-2025: [749, 1061, 836, 1071]
- story-body: •ಸುದ್ದಿಮೂಲ ವಾರ್ತೆ, ಕೆ.ಆರ್.ಪುರ, ಜೂ.20: ಕರ್ನಾಟಕ ರಾಜ್ಯದ ಎಲ್ಲಾ ನ್ಯಾಯಾಲಯದ ಸಭಾಂಗಣ ಹಾಗೂ ನ್ಯಾಯಾಲಯದ ಕಚೇರಿಗಳಲ್ಲಿ ಸಂವಿಧಾನ ಶಿಲ್ಪಿ ಡಾ.ಬಿ.ಆರ್. ಅಂಬೇಡ್ಕರ್ ಅವರ ಭಾವಚಿತ್ರವನ್ನು ಅಳವಡಿಸುವಂತೆ ಕರ್ನಾಟಕ ಉಚ್ಚ ನ್ಯಾಯಾಲಯದ ಪೂರ್ಣಪೀಠವು ಆದೇಶ ನೀಡಿರುವುದು ಸಂತಸ ತಂದಿದೆ ಎಂದು ಕರ್ನಾಟಕ ಬಹುಜನ ವಕೀಲರ ಸಂಘದ ರಾಜ್ಯಾಧ್ಯಕ್ಷ ಹೇಳಿದರು. ಕೆ.ಆರ್.ಪುರದಲ್ಲಿನ ಪರ್ಷಿಯಸ್ ಸಿವಿಲ್ ಮತ್ತು ಜೆಎಂಎಫ್‌ಸಿ ನ್ಯಾಯಾಲಯ ಆವರಣದಲ್ಲಿ ಹಮ್ಮಿಕೊಂಡಿದ್ದ ಪತ್ರಿಕಾಗೋಷ್ಠಿಯಲ್ಲಿ ಮಾತನಾಡಿದರು. ಕರ್ನಾಟಕ ಹೈಕೋರ್ಟ್‌ನ ಎಲ್ಲಾ ನ್ಯಾಯಾಲಯ ಸಭಾಂಗಣಗಳಲ್ಲಿ ಬೆಂಗಳೂರು ಪ್ರಧಾನ ಪೀಠ, ಧಾರವಾಡ, ಕಲಬುರ್ಗಿ ಪೀಠ ಹಾಗೂ ಜಿಲ್ಲಾ ಮತ್ತು ತಾಲ್ಲೂಕು ನ್ಯಾಯಾಲಯಗಳಲ್ಲಿ ಸಭಾಂಗಣಗಳಲ್ಲಿ ಡಾ.ಬಿ.ಆರ್.ಅಂಬೇಡ್ಕರ್ ಅವರ ಭಾವಚಿತ್ರ ಅಳವಡಿಸುವಂತೆ ಹೈಕೋರ್ಟ್ ನಿರ್ದೇಶಿಸಿದೆ ಎಂದರು. ಕಳೆದ ಇಪ್ಪತ್ತೈದು ವರ್ಷಗಳಿಂದಲೂ ನಿರಂತರವಾಗಿ ಎಲ್ಲಾ ನ್ಯಾಯಾಲಯಗಳಲ್ಲಿ ಡಾ.ಬಿ.ಆರ್.ಅಂಬೇಡ್ಕರ್ ಅವರ ಭಾವಚಿತ್ರ ಅಳವಡಿಸುವಂತೆ ಕರ್ನಾಟಕ ಬಹುಜನ ವಕೀಲರ ಸಂಘ ರಾಷ್ಟ್ರಪತಿ, ಪ್ರಧಾನಮಂತ್ರಿ, ಸುಪ್ರೀಂ ಕೋರ್ಟ್ ನ್ಯಾಯಮೂರ್ತಿ, ಕೇಂದ್ರ ಕಾನೂನು ಸಚಿವ, ರಾಜ್ಯಪಾಲರು, ರಾಜ್ಯದ ಮುಖ್ಯ ನ್ಯಾಯಮೂರ್ತಿಗಳಿಗೆ ಪತ್ರಗಳ ಮುಖೇನ ಮನವಿ ಸಲ್ಲಿಸಲಾಗಿತ್ತು. ಹಲವು ವರ್ಷಗಳ ಬೇಡಿಕೆ ಇದೀಗ ಈಡೇರಿದೆ. ಸಂಘದ ಪದಾಧಿಕಾರಿಗಳು ಹಾಗೂ ವಕೀಲರು ಹಾಜರಿದ್ದರು. ಭಾವಚಿತ್ರ ಅಳವಡಿಸಲು ಕಾರ್ಯಾಚರಣೆ ನಡೆಸಿದ ಎಲ್ಲಾ ನ್ಯಾಯಾಧೀಶರಿಗೆ ಅಭಿನಂದನೆ ಎಂದು ಕೋರಿದರು.: [20, 1181, 242, 1337]
- headline: ಶಕ್ತಿಧಾಮದ 50ಕ್ಕೂ ಹೆಚ್ಚು ಮಕ್ಕಳು ವೀಕ್ಷಣೆ: [294, 586, 744, 624]
- edition-cities-row2: •ರಾಯಚೂರು •ಕೊಪ್ಪಳ •ಯಾದಗಿರಿ •ಕಲಬುರಗಿ •ಬಳ್ಳಾರಿ •ವಿಜಯನಗರ •ಬೀದರ: [358, 62, 554, 71]
